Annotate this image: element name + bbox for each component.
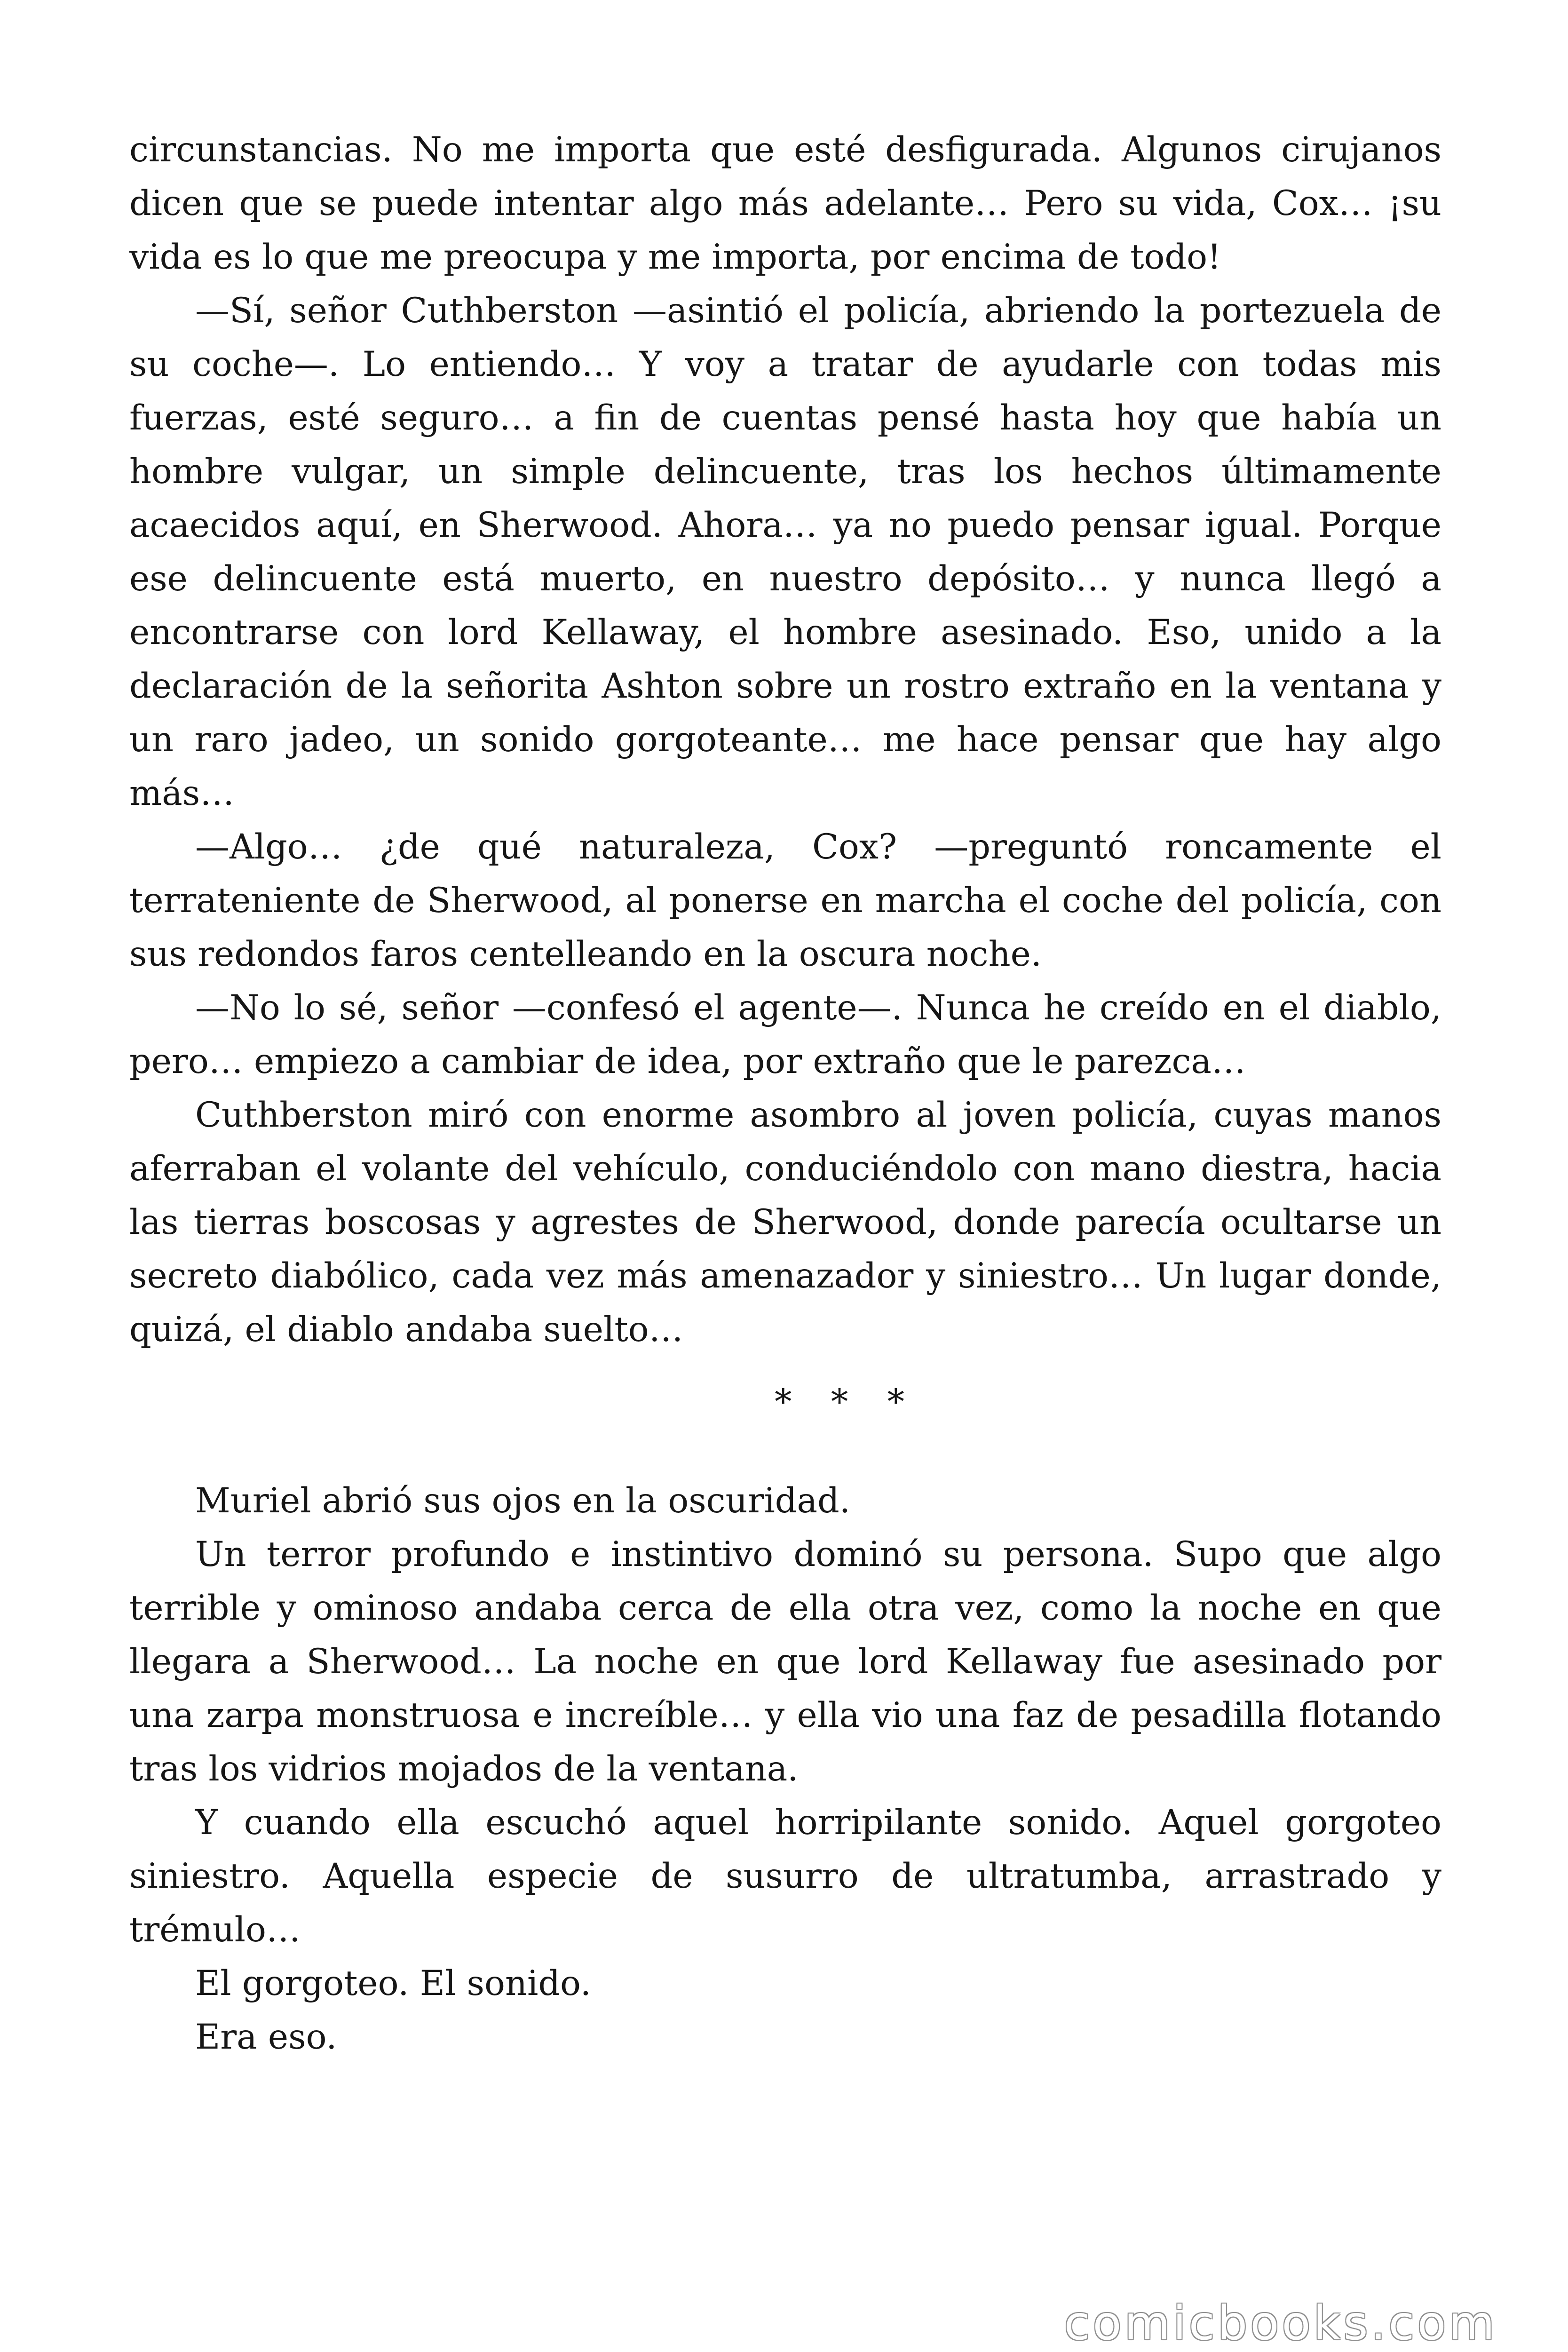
paragraph-continuation: circunstancias. No me importa que esté desfigurada. Algunos cirujanos dicen que se puede intentar algo más adelante… Pero su vida, Cox… ¡su vida es lo que me preocupa y me importa, por encima de todo! <box>129 130 1441 277</box>
paragraph-muriel: Muriel abrió sus ojos en la oscuridad. <box>195 1481 850 1521</box>
scene-separator: * * * <box>775 1382 919 1422</box>
paragraph-narration: Cuthberston miró con enorme asombro al joven policía, cuyas manos aferraban el volante del vehículo, conduciéndolo con mano diestra, hacia las tierras boscosas y agrestes de Sherwood, donde parecía ocultarse un secreto diabólico, cada vez más amenazador y siniestro… Un lugar donde, quizá, el diablo andaba suelto… <box>129 1095 1441 1350</box>
page-text <box>129 123 1441 2064</box>
paragraph-dialogue-cuthberston: —Algo… ¿de qué naturaleza, Cox? —preguntó roncamente el terrateniente de Sherwood, al ponerse en marcha el coche del policía, con sus redondos faros centelleando en la oscura noche. <box>129 827 1441 974</box>
paragraph-terror: Un terror profundo e instintivo dominó su persona. Supo que algo terrible y ominoso andaba cerca de ella otra vez, como la noche en que llegara a Sherwood… La noche en que lord Kellaway fue asesinado por una zarpa monstruosa e increíble… y ella vio una faz de pesadilla flotando tras los vidrios mojados de la ventana. <box>129 1534 1441 1789</box>
paragraph-gurgle: El gorgoteo. El sonido. <box>195 1963 591 2003</box>
paragraph-sound: Y cuando ella escuchó aquel horripilante sonido. Aquel gorgoteo siniestro. Aquella especie de susurro de ultratumba, arrastrado y trémulo… <box>129 1803 1441 1950</box>
paragraph-was-it: Era eso. <box>195 2017 337 2057</box>
watermark-logo: comicbooks.com <box>1064 2296 1497 2351</box>
paragraph-dialogue-agent: —No lo sé, señor —confesó el agente—. Nunca he creído en el diablo, pero… empiezo a cambiar de idea, por extraño que le parezca… <box>129 988 1441 1081</box>
paragraph-dialogue-cox: —Sí, señor Cuthberston —asintió el policía, abriendo la portezuela de su coche—. Lo entiendo… Y voy a tratar de ayudarle con todas mis fuerzas, esté seguro… a fin de cuentas pensé hasta hoy que había un hombre vulgar, un simple delincuente, tras los hechos últimamente acaecidos aquí, en Sherwood. Ahora… ya no puedo pensar igual. Porque ese delincuente está muerto, en nuestro depósito… y nunca llegó a encontrarse con lord Kellaway, el hombre asesinado. Eso, unido a la declaración de la señorita Ashton sobre un rostro extraño en la ventana y un raro jadeo, un sonido gorgoteante… me hace pensar que hay algo más… <box>129 291 1441 813</box>
